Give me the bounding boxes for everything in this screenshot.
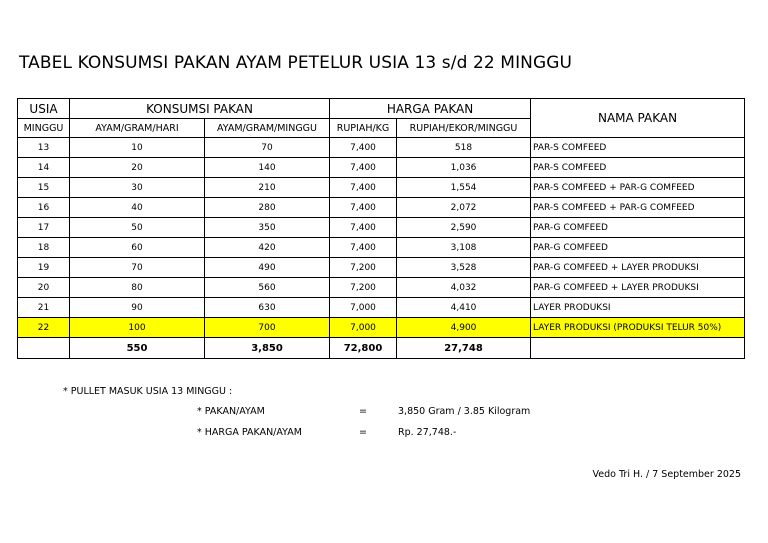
- note-pakan-equals: =: [359, 406, 367, 417]
- table-row: [18, 258, 745, 278]
- cell-gram-hari: 40: [70, 198, 205, 218]
- cell-rupiah-kg: 7,400: [330, 178, 397, 198]
- cell-rupiah-ekor: 3,528: [397, 258, 531, 278]
- cell-gram-minggu: 70: [205, 138, 330, 158]
- cell-nama: PAR-S COMFEED: [531, 138, 745, 158]
- signature: Vedo Tri H. / 7 September 2025: [592, 469, 741, 480]
- cell-minggu: 13: [18, 138, 70, 158]
- header-konsumsi-pakan: KONSUMSI PAKAN: [70, 99, 330, 119]
- total-gram-minggu: 3,850: [205, 338, 330, 359]
- cell-gram-hari: 60: [70, 238, 205, 258]
- table-row: [18, 318, 745, 338]
- cell-gram-hari: 30: [70, 178, 205, 198]
- table-row: [18, 158, 745, 178]
- table-row: [18, 178, 745, 198]
- cell-gram-minggu: 490: [205, 258, 330, 278]
- cell-nama: LAYER PRODUKSI (PRODUKSI TELUR 50%): [531, 318, 745, 338]
- cell-nama: PAR-G COMFEED: [531, 218, 745, 238]
- table-row: [18, 138, 745, 158]
- table-row: [18, 218, 745, 238]
- cell-gram-minggu: 350: [205, 218, 330, 238]
- cell-nama: PAR-G COMFEED + LAYER PRODUKSI: [531, 278, 745, 298]
- cell-minggu: 20: [18, 278, 70, 298]
- cell-minggu: 19: [18, 258, 70, 278]
- cell-rupiah-kg: 7,400: [330, 198, 397, 218]
- table-row: [18, 198, 745, 218]
- feed-table: [17, 98, 745, 359]
- cell-rupiah-ekor: 4,410: [397, 298, 531, 318]
- cell-rupiah-ekor: 3,108: [397, 238, 531, 258]
- cell-rupiah-ekor: 1,554: [397, 178, 531, 198]
- cell-gram-minggu: 280: [205, 198, 330, 218]
- cell-gram-minggu: 560: [205, 278, 330, 298]
- cell-rupiah-ekor: 4,900: [397, 318, 531, 338]
- cell-nama: PAR-S COMFEED + PAR-G COMFEED: [531, 198, 745, 218]
- total-rupiah-kg: 72,800: [330, 338, 397, 359]
- cell-rupiah-ekor: 2,590: [397, 218, 531, 238]
- cell-rupiah-kg: 7,400: [330, 138, 397, 158]
- cell-rupiah-kg: 7,000: [330, 298, 397, 318]
- cell-rupiah-kg: 7,400: [330, 238, 397, 258]
- cell-gram-minggu: 210: [205, 178, 330, 198]
- cell-gram-minggu: 700: [205, 318, 330, 338]
- cell-minggu: 21: [18, 298, 70, 318]
- note-harga-label: * HARGA PAKAN/AYAM: [197, 427, 302, 438]
- cell-gram-minggu: 420: [205, 238, 330, 258]
- cell-minggu: 15: [18, 178, 70, 198]
- header-gram-hari: AYAM/GRAM/HARI: [70, 119, 205, 138]
- cell-rupiah-kg: 7,000: [330, 318, 397, 338]
- header-harga-pakan: HARGA PAKAN: [330, 99, 531, 119]
- cell-rupiah-kg: 7,200: [330, 258, 397, 278]
- header-usia: USIA: [18, 99, 70, 119]
- notes-heading: * PULLET MASUK USIA 13 MINGGU :: [63, 386, 233, 397]
- total-rupiah-ekor: 27,748: [397, 338, 531, 359]
- cell-gram-hari: 100: [70, 318, 205, 338]
- header-rupiah-ekor: RUPIAH/EKOR/MINGGU: [397, 119, 531, 138]
- total-nama: [531, 338, 745, 359]
- cell-gram-hari: 50: [70, 218, 205, 238]
- cell-minggu: 18: [18, 238, 70, 258]
- total-gram-hari: 550: [70, 338, 205, 359]
- table-row: [18, 238, 745, 258]
- cell-minggu: 14: [18, 158, 70, 178]
- cell-gram-hari: 10: [70, 138, 205, 158]
- table-row: [18, 298, 745, 318]
- cell-nama: PAR-G COMFEED: [531, 238, 745, 258]
- cell-rupiah-ekor: 4,032: [397, 278, 531, 298]
- cell-gram-hari: 20: [70, 158, 205, 178]
- cell-rupiah-ekor: 2,072: [397, 198, 531, 218]
- cell-minggu: 16: [18, 198, 70, 218]
- cell-nama: PAR-S COMFEED + PAR-G COMFEED: [531, 178, 745, 198]
- cell-nama: PAR-G COMFEED + LAYER PRODUKSI: [531, 258, 745, 278]
- cell-gram-hari: 80: [70, 278, 205, 298]
- header-gram-minggu: AYAM/GRAM/MINGGU: [205, 119, 330, 138]
- cell-rupiah-ekor: 1,036: [397, 158, 531, 178]
- cell-nama: PAR-S COMFEED: [531, 158, 745, 178]
- cell-gram-minggu: 630: [205, 298, 330, 318]
- cell-rupiah-kg: 7,400: [330, 158, 397, 178]
- header-rupiah-kg: RUPIAH/KG: [330, 119, 397, 138]
- header-nama-pakan: NAMA PAKAN: [531, 99, 745, 138]
- cell-rupiah-kg: 7,200: [330, 278, 397, 298]
- cell-rupiah-kg: 7,400: [330, 218, 397, 238]
- page-title: TABEL KONSUMSI PAKAN AYAM PETELUR USIA 13 s/d 22 MINGGU: [19, 53, 573, 73]
- total-minggu: [18, 338, 70, 359]
- header-minggu: MINGGU: [18, 119, 70, 138]
- cell-gram-hari: 90: [70, 298, 205, 318]
- note-pakan-label: * PAKAN/AYAM: [197, 406, 265, 417]
- cell-minggu: 17: [18, 218, 70, 238]
- cell-nama: LAYER PRODUKSI: [531, 298, 745, 318]
- note-harga-equals: =: [359, 427, 367, 438]
- cell-minggu: 22: [18, 318, 70, 338]
- cell-gram-hari: 70: [70, 258, 205, 278]
- cell-rupiah-ekor: 518: [397, 138, 531, 158]
- note-harga-value: Rp. 27,748.-: [398, 427, 457, 438]
- note-pakan-value: 3,850 Gram / 3.85 Kilogram: [398, 406, 531, 417]
- table-row: [18, 278, 745, 298]
- totals-row: [18, 338, 745, 359]
- cell-gram-minggu: 140: [205, 158, 330, 178]
